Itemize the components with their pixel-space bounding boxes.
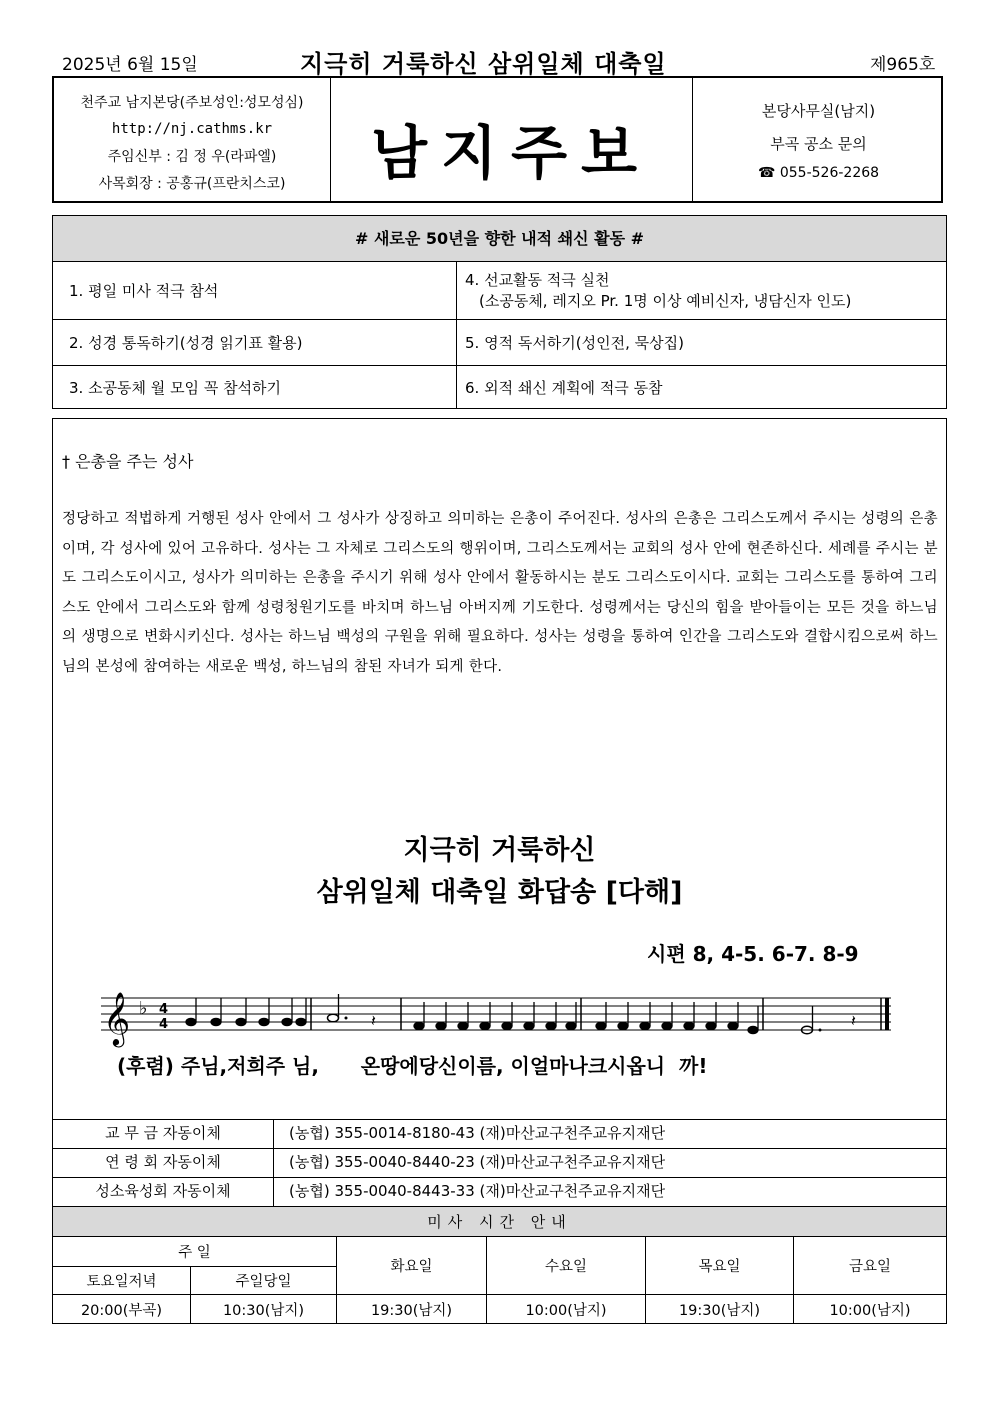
phone-icon: ☎	[757, 165, 776, 181]
account-number: (농협) 355-0014-8180-43 (재)마산교구천주교유지재단	[289, 1124, 666, 1142]
account-label: 연 령 회 자동이체	[53, 1149, 274, 1177]
svg-text:𝄞: 𝄞	[103, 991, 131, 1045]
music-staff-icon	[101, 984, 891, 1048]
wednesday-time: 10:00(남지)	[487, 1295, 646, 1323]
sat-evening-header: 토요일저녁	[53, 1267, 191, 1295]
svg-text:4: 4	[159, 1017, 169, 1032]
section-title: † 은총을 주는 성사	[62, 452, 194, 471]
activities-table	[52, 215, 947, 409]
tuesday-header: 화요일	[337, 1237, 487, 1295]
psalm-lyrics	[117, 1050, 707, 1079]
sunday-day-header: 주일당일	[191, 1267, 337, 1295]
refrain-label: (후렴)	[117, 1054, 174, 1078]
friday-time: 10:00(남지)	[829, 1302, 911, 1319]
activity-4-title: 4. 선교활동 적극 실천	[465, 270, 610, 289]
activity-3: 3. 소공동체 월 모임 꼭 참석하기	[53, 366, 457, 408]
activity-6: 6. 외적 쇄신 계획에 적극 동참	[465, 378, 663, 397]
account-row	[53, 1177, 946, 1206]
svg-text:𝄽: 𝄽	[851, 1011, 856, 1030]
activity-4	[457, 262, 946, 319]
table-row	[53, 366, 946, 408]
tuesday-time: 19:30(남지)	[337, 1295, 487, 1323]
section-body: 정당하고 적법하게 거행된 성사 안에서 그 성사가 상징하고 의미하는 은총이 주어진다. 성사의 은총은 그리스도께서 주시는 성령의 은총이며, 각 성사에 있어 고유하다. 성사는 그 자체로 그리스도의 행위이며, 그리스도께서는 교회의 성사 안에 현존하신다. 세례를 주시는 분도 그리스도이시고, 성사가 의미하는 은총을 주시기 위해 성사 안에서 활동하시는 분도 그리스도이시다. 교회는 그리스도를 통하여 그리스도 안에서 그리스도와 함께 성령청원기도를 바치며 하느님 아버지께 기도한다. 성령께서는 당신의 힘을 받아들이는 모든 것을 하느님의 생명으로 변화시키신다. 성사는 하느님 백성의 구원을 위해 필요하다. 성사는 성령을 통하여 인간을 그리스도와 결합시킴으로써 하느님의 본성에 참여하는 새로운 백성, 하느님의 참된 자녀가 되게 한다.	[62, 511, 938, 675]
account-label: 성소육성회 자동이체	[53, 1178, 274, 1206]
sunday-header: 주 일	[53, 1237, 337, 1267]
mass-times-table	[53, 1236, 946, 1324]
office-info	[692, 78, 941, 201]
activities-title: # 새로운 50년을 향한 내적 쇄신 활동 #	[53, 216, 946, 262]
mass-times-title: 미사 시간 안내	[53, 1206, 946, 1237]
psalm-reference: 시편 8, 4-5. 6-7. 8-9	[647, 942, 859, 966]
svg-text:𝄽: 𝄽	[371, 1011, 376, 1030]
pastor-name: 주임신부 : 김 정 우(라파엘)	[107, 149, 277, 165]
office-name: 본당사무실(남지)	[761, 102, 876, 120]
wednesday-header: 수요일	[487, 1237, 646, 1295]
sat-evening-time: 20:00(부곡)	[53, 1295, 191, 1323]
activity-1: 1. 평일 미사 적극 참석	[53, 262, 457, 319]
table-row	[53, 262, 946, 320]
feast-headline: 지극히 거룩하신 삼위일체 대축일	[300, 50, 667, 78]
account-row	[53, 1119, 946, 1148]
parish-info	[54, 78, 331, 201]
council-president: 사목회장 : 공홍규(프란치스코)	[98, 176, 286, 192]
activity-2: 2. 성경 통독하기(성경 읽기표 활용)	[53, 320, 457, 365]
issue-number: 제965호	[870, 55, 936, 75]
account-row	[53, 1148, 946, 1177]
thursday-time: 19:30(남지)	[646, 1295, 794, 1323]
main-content-box	[52, 418, 947, 1324]
psalm-title-line1: 지극히 거룩하신	[403, 835, 596, 866]
thursday-header: 목요일	[646, 1237, 794, 1295]
table-row	[53, 320, 946, 366]
friday-header: 금요일	[794, 1237, 946, 1295]
masthead-title: 남지주보	[370, 119, 652, 187]
sunday-time: 10:30(남지)	[191, 1295, 337, 1323]
psalm-title-line2: 삼위일체 대축일 화답송 [다해]	[316, 877, 683, 908]
svg-text:4: 4	[159, 1002, 169, 1017]
account-number: (농협) 355-0040-8440-23 (재)마산교구천주교유지재단	[289, 1153, 666, 1171]
refrain-text: 주님,저희주 님, 온땅에당신이름, 이얼마나크시옵니 까!	[180, 1054, 708, 1078]
masthead-box	[330, 78, 693, 201]
issue-date: 2025년 6월 15일	[62, 55, 198, 75]
account-label: 교 무 금 자동이체	[53, 1120, 274, 1148]
activity-5: 5. 영적 독서하기(성인전, 묵상집)	[465, 334, 684, 352]
activity-4-detail: (소공동체, 레지오 Pr. 1명 이상 예비신자, 냉담신자 인도)	[479, 291, 852, 310]
account-number: (농협) 355-0040-8443-33 (재)마산교구천주교유지재단	[289, 1182, 666, 1200]
parish-url[interactable]: http://nj.cathms.kr	[111, 121, 273, 137]
phone-line	[692, 165, 945, 181]
parish-name: 천주교 남지본당(주보성인:성모성심)	[80, 95, 304, 111]
inquiry-label: 부곡 공소 문의	[770, 135, 867, 153]
phone-number[interactable]: 055-526-2268	[779, 165, 880, 181]
svg-text:♭: ♭	[139, 998, 148, 1019]
bulletin-header	[52, 76, 943, 203]
